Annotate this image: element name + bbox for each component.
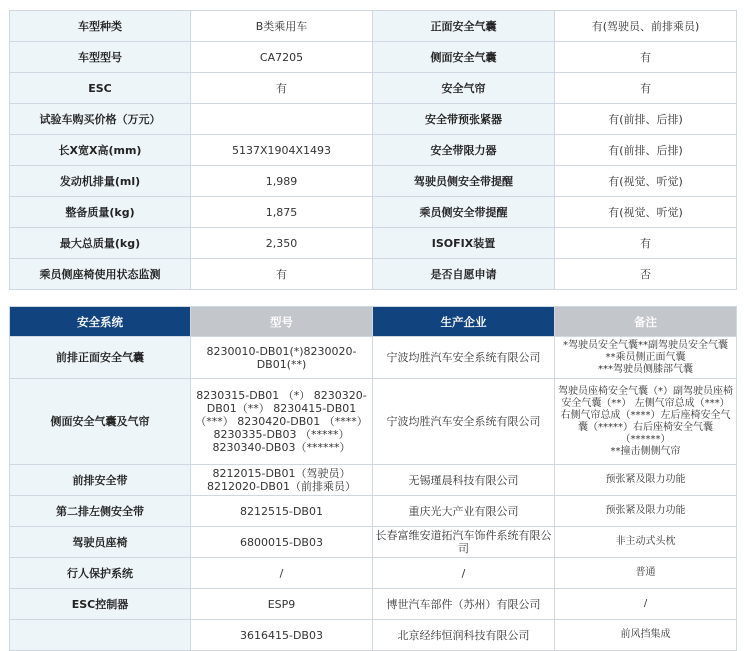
safety-model: 8230315-DB01 （*） 8230320-DB01（**） 8230415-DB01 （***） 8230420-DB01 （****） 8230335-DB03 （*****） 8230340-DB03（******）: [191, 379, 373, 465]
header-remarks: 备注: [555, 307, 737, 337]
safety-table-header-row: [10, 307, 737, 337]
spec-label: 是否自愿申请: [373, 259, 555, 290]
spec-value: 有: [555, 42, 737, 73]
safety-model: ESP9: [191, 589, 373, 620]
spec-label: 试验车购买价格（万元）: [10, 104, 191, 135]
safety-row: [10, 465, 737, 496]
safety-system-name: 驾驶员座椅: [10, 527, 191, 558]
spec-label: 最大总质量(kg): [10, 228, 191, 259]
safety-remark: 前风挡集成: [555, 620, 737, 651]
safety-system-table: [9, 306, 737, 651]
safety-row: [10, 337, 737, 379]
spec-value: 有(视觉、听觉): [555, 197, 737, 228]
safety-row: [10, 496, 737, 527]
spec-label: ESC: [10, 73, 191, 104]
spec-row: [10, 42, 737, 73]
safety-model: 3616415-DB03: [191, 620, 373, 651]
spec-value: B类乘用车: [191, 11, 373, 42]
safety-model: 8212515-DB01: [191, 496, 373, 527]
spec-row: [10, 73, 737, 104]
safety-manufacturer: /: [373, 558, 555, 589]
spec-value: 有: [191, 259, 373, 290]
spec-label: 车型种类: [10, 11, 191, 42]
spec-row: [10, 104, 737, 135]
safety-system-name: [10, 620, 191, 651]
spec-label: ISOFIX装置: [373, 228, 555, 259]
safety-system-name: ESC控制器: [10, 589, 191, 620]
safety-row: [10, 379, 737, 465]
spec-value: [191, 104, 373, 135]
vehicle-spec-table: [9, 10, 737, 290]
spec-value: CA7205: [191, 42, 373, 73]
spec-row: [10, 259, 737, 290]
spec-label: 车型型号: [10, 42, 191, 73]
safety-manufacturer: 无锡瑾晨科技有限公司: [373, 465, 555, 496]
safety-system-name: 侧面安全气囊及气帘: [10, 379, 191, 465]
spec-value: 有(驾驶员、前排乘员): [555, 11, 737, 42]
safety-manufacturer: 宁波均胜汽车安全系统有限公司: [373, 379, 555, 465]
spec-label: 长X宽X高(mm): [10, 135, 191, 166]
spec-value: 有(前排、后排): [555, 135, 737, 166]
safety-system-name: 行人保护系统: [10, 558, 191, 589]
spec-label: 安全带预张紧器: [373, 104, 555, 135]
header-safety-system: 安全系统: [10, 307, 191, 337]
spec-value: 有: [191, 73, 373, 104]
safety-system-name: 第二排左侧安全带: [10, 496, 191, 527]
header-manufacturer: 生产企业: [373, 307, 555, 337]
safety-manufacturer: 北京经纬恒润科技有限公司: [373, 620, 555, 651]
safety-row: [10, 620, 737, 651]
spec-label: 乘员侧安全带提醒: [373, 197, 555, 228]
safety-remark: 预张紧及限力功能: [555, 496, 737, 527]
safety-manufacturer: 博世汽车部件（苏州）有限公司: [373, 589, 555, 620]
spec-label: 正面安全气囊: [373, 11, 555, 42]
spec-row: [10, 11, 737, 42]
safety-model: 6800015-DB03: [191, 527, 373, 558]
safety-model: 8230010-DB01(*)8230020-DB01(**): [191, 337, 373, 379]
spec-label: 安全气帘: [373, 73, 555, 104]
spec-value: 有(前排、后排): [555, 104, 737, 135]
spec-row: [10, 197, 737, 228]
safety-row: [10, 589, 737, 620]
spec-value: 有: [555, 228, 737, 259]
spec-value: 2,350: [191, 228, 373, 259]
safety-manufacturer: 宁波均胜汽车安全系统有限公司: [373, 337, 555, 379]
spec-label: 驾驶员侧安全带提醒: [373, 166, 555, 197]
spec-value: 1,989: [191, 166, 373, 197]
spec-row: [10, 135, 737, 166]
safety-remark: 驾驶员座椅安全气囊（*）副驾驶员座椅安全气囊（**） 左侧气帘总成（***）右侧气帘总成（****）左后座椅安全气囊（*****）右后座椅安全气囊（******） **撞击侧侧气帘: [555, 379, 737, 465]
safety-row: [10, 527, 737, 558]
safety-remark: 预张紧及限力功能: [555, 465, 737, 496]
safety-remark: 普通: [555, 558, 737, 589]
spec-row: [10, 228, 737, 259]
header-model: 型号: [191, 307, 373, 337]
spec-label: 乘员侧座椅使用状态监测: [10, 259, 191, 290]
spec-value: 有: [555, 73, 737, 104]
spec-label: 侧面安全气囊: [373, 42, 555, 73]
spec-value: 1,875: [191, 197, 373, 228]
spec-value: 5137X1904X1493: [191, 135, 373, 166]
spec-label: 整备质量(kg): [10, 197, 191, 228]
spec-label: 发动机排量(ml): [10, 166, 191, 197]
safety-model: /: [191, 558, 373, 589]
safety-remark: *驾驶员安全气囊**副驾驶员安全气囊 **乘员侧正面气囊 ***驾驶员侧膝部气囊: [555, 337, 737, 379]
safety-system-name: 前排正面安全气囊: [10, 337, 191, 379]
spec-label: 安全带限力器: [373, 135, 555, 166]
safety-remark: 非主动式头枕: [555, 527, 737, 558]
spec-value: 否: [555, 259, 737, 290]
safety-system-name: 前排安全带: [10, 465, 191, 496]
safety-row: [10, 558, 737, 589]
safety-model: 8212015-DB01（驾驶员） 8212020-DB01（前排乘员）: [191, 465, 373, 496]
spec-row: [10, 166, 737, 197]
safety-remark: /: [555, 589, 737, 620]
spec-value: 有(视觉、听觉): [555, 166, 737, 197]
safety-manufacturer: 重庆光大产业有限公司: [373, 496, 555, 527]
safety-manufacturer: 长春富维安道拓汽车饰件系统有限公司: [373, 527, 555, 558]
